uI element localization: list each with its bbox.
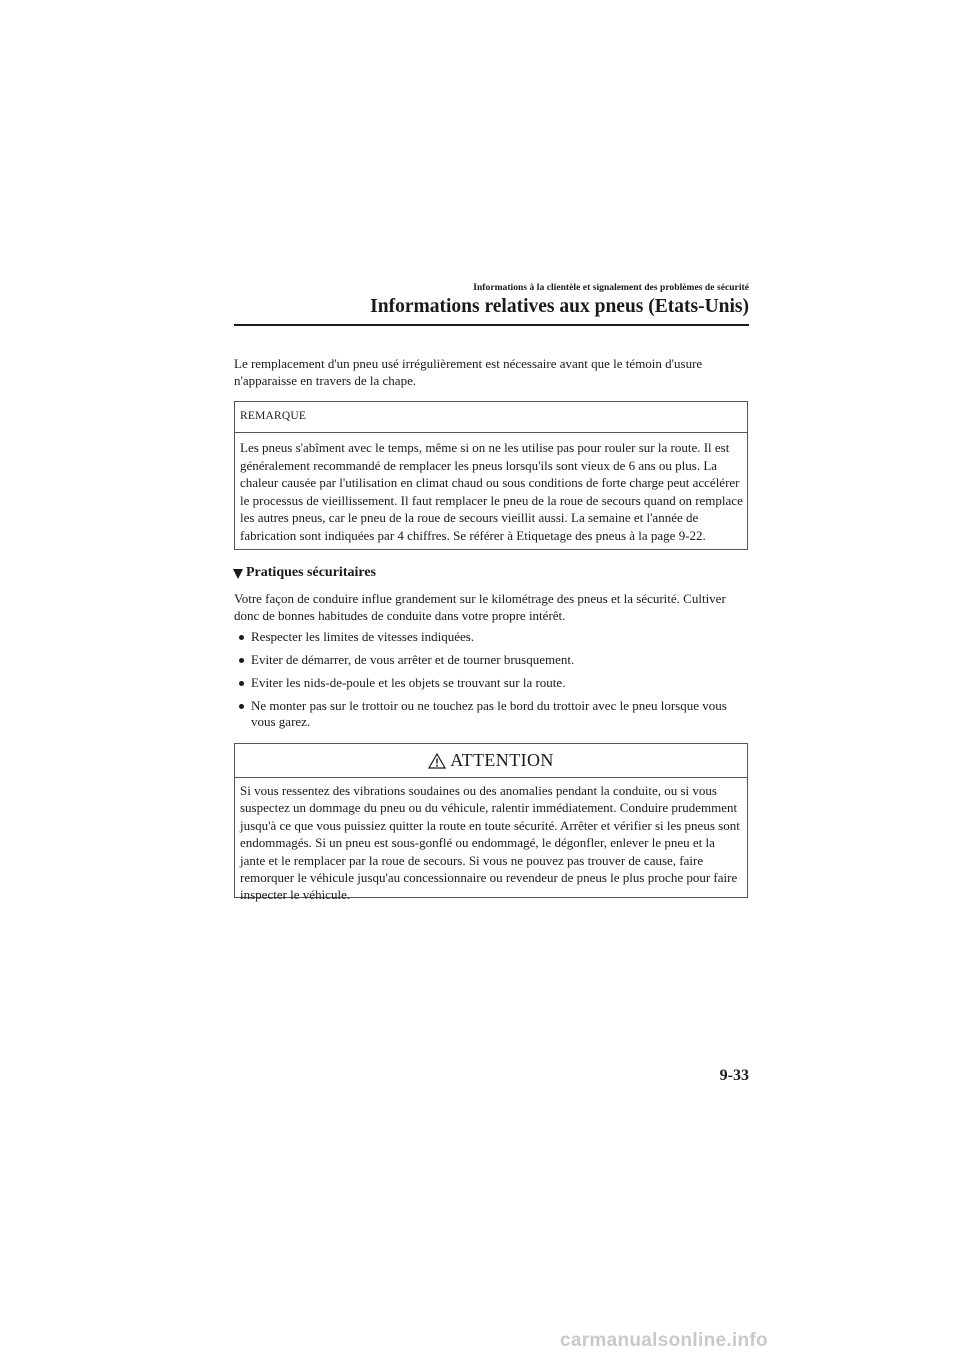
safety-list — [234, 629, 754, 737]
attention-body: Si vous ressentez des vibrations soudaines ou des anomalies pendant la conduite, ou si vous suspectez un dommage du pneu ou du véhicule, ralentir immédiatement. Conduire prudemment jusqu'à ce que vous puissiez quitter la route en toute sécurité. Arrêter et vérifier si les pneus sont endommagés. Si un pneu est sous-gonflé ou endommagé, le dégonfler, enlever le pneu et la jante et le remplacer par la roue de secours. Si vous ne pouvez pas trouver de cause, faire remorquer le véhicule jusqu'au concessionnaire ou revendeur de pneus le plus proche pour faire inspecter le véhicule. — [240, 783, 740, 903]
list-item — [234, 629, 754, 645]
list-item — [234, 698, 754, 730]
bullet-icon — [239, 658, 244, 663]
note-label: REMARQUE — [235, 402, 747, 433]
chapter-subtitle: Informations à la clientèle et signalement des problèmes de sécurité — [473, 283, 749, 293]
section-heading — [233, 565, 376, 581]
page-number: 9-33 — [719, 1067, 749, 1084]
watermark: carmanualsonline.info — [560, 1330, 768, 1351]
list-item-text: Ne monter pas sur le trottoir ou ne touchez pas le bord du trottoir avec le pneu lorsque vous vous garez. — [251, 698, 727, 729]
attention-box — [234, 743, 748, 903]
triangle-down-icon — [233, 569, 243, 579]
attention-label: ATTENTION — [450, 750, 554, 770]
section-paragraph: Votre façon de conduire influe grandement sur le kilométrage des pneus et la sécurité. Cultiver donc de bonnes habitudes de conduite dans votre propre intérêt. — [234, 591, 726, 623]
page-title: Informations relatives aux pneus (Etats-Unis) — [370, 296, 749, 317]
section-heading-text: Pratiques sécuritaires — [246, 565, 376, 580]
note-body: Les pneus s'abîment avec le temps, même si on ne les utilise pas pour rouler sur la route. Il est généralement recommandé de remplacer les pneus lorsqu'ils sont vieux de 6 ans ou plus. La chaleur causée par l'utilisation en climat chaud ou sous conditions de forte charge peut accélérer le processus de vieillissement. Il faut remplacer le pneu de la roue de secours quand on remplace les autres pneus, car le pneu de la roue de secours vieillit aussi. La semaine et l'année de fabrication sont indiquées par 4 chiffres. Se référer à Etiquetage des pneus à la page 9-22. — [240, 440, 743, 543]
list-item — [234, 652, 754, 668]
warning-triangle-icon — [428, 753, 446, 769]
list-item — [234, 675, 754, 691]
intro-paragraph: Le remplacement d'un pneu usé irrégulièrement est nécessaire avant que le témoin d'usure n'apparaisse en travers de la chape. — [234, 356, 703, 388]
attention-header — [235, 744, 747, 778]
header-divider — [234, 324, 749, 326]
list-item-text: Eviter les nids-de-poule et les objets se trouvant sur la route. — [251, 675, 566, 690]
list-item-text: Eviter de démarrer, de vous arrêter et de tourner brusquement. — [251, 652, 575, 667]
bullet-icon — [239, 704, 244, 709]
bullet-icon — [239, 681, 244, 686]
list-item-text: Respecter les limites de vitesses indiquées. — [251, 629, 475, 644]
bullet-icon — [239, 635, 244, 640]
note-box — [234, 401, 748, 550]
